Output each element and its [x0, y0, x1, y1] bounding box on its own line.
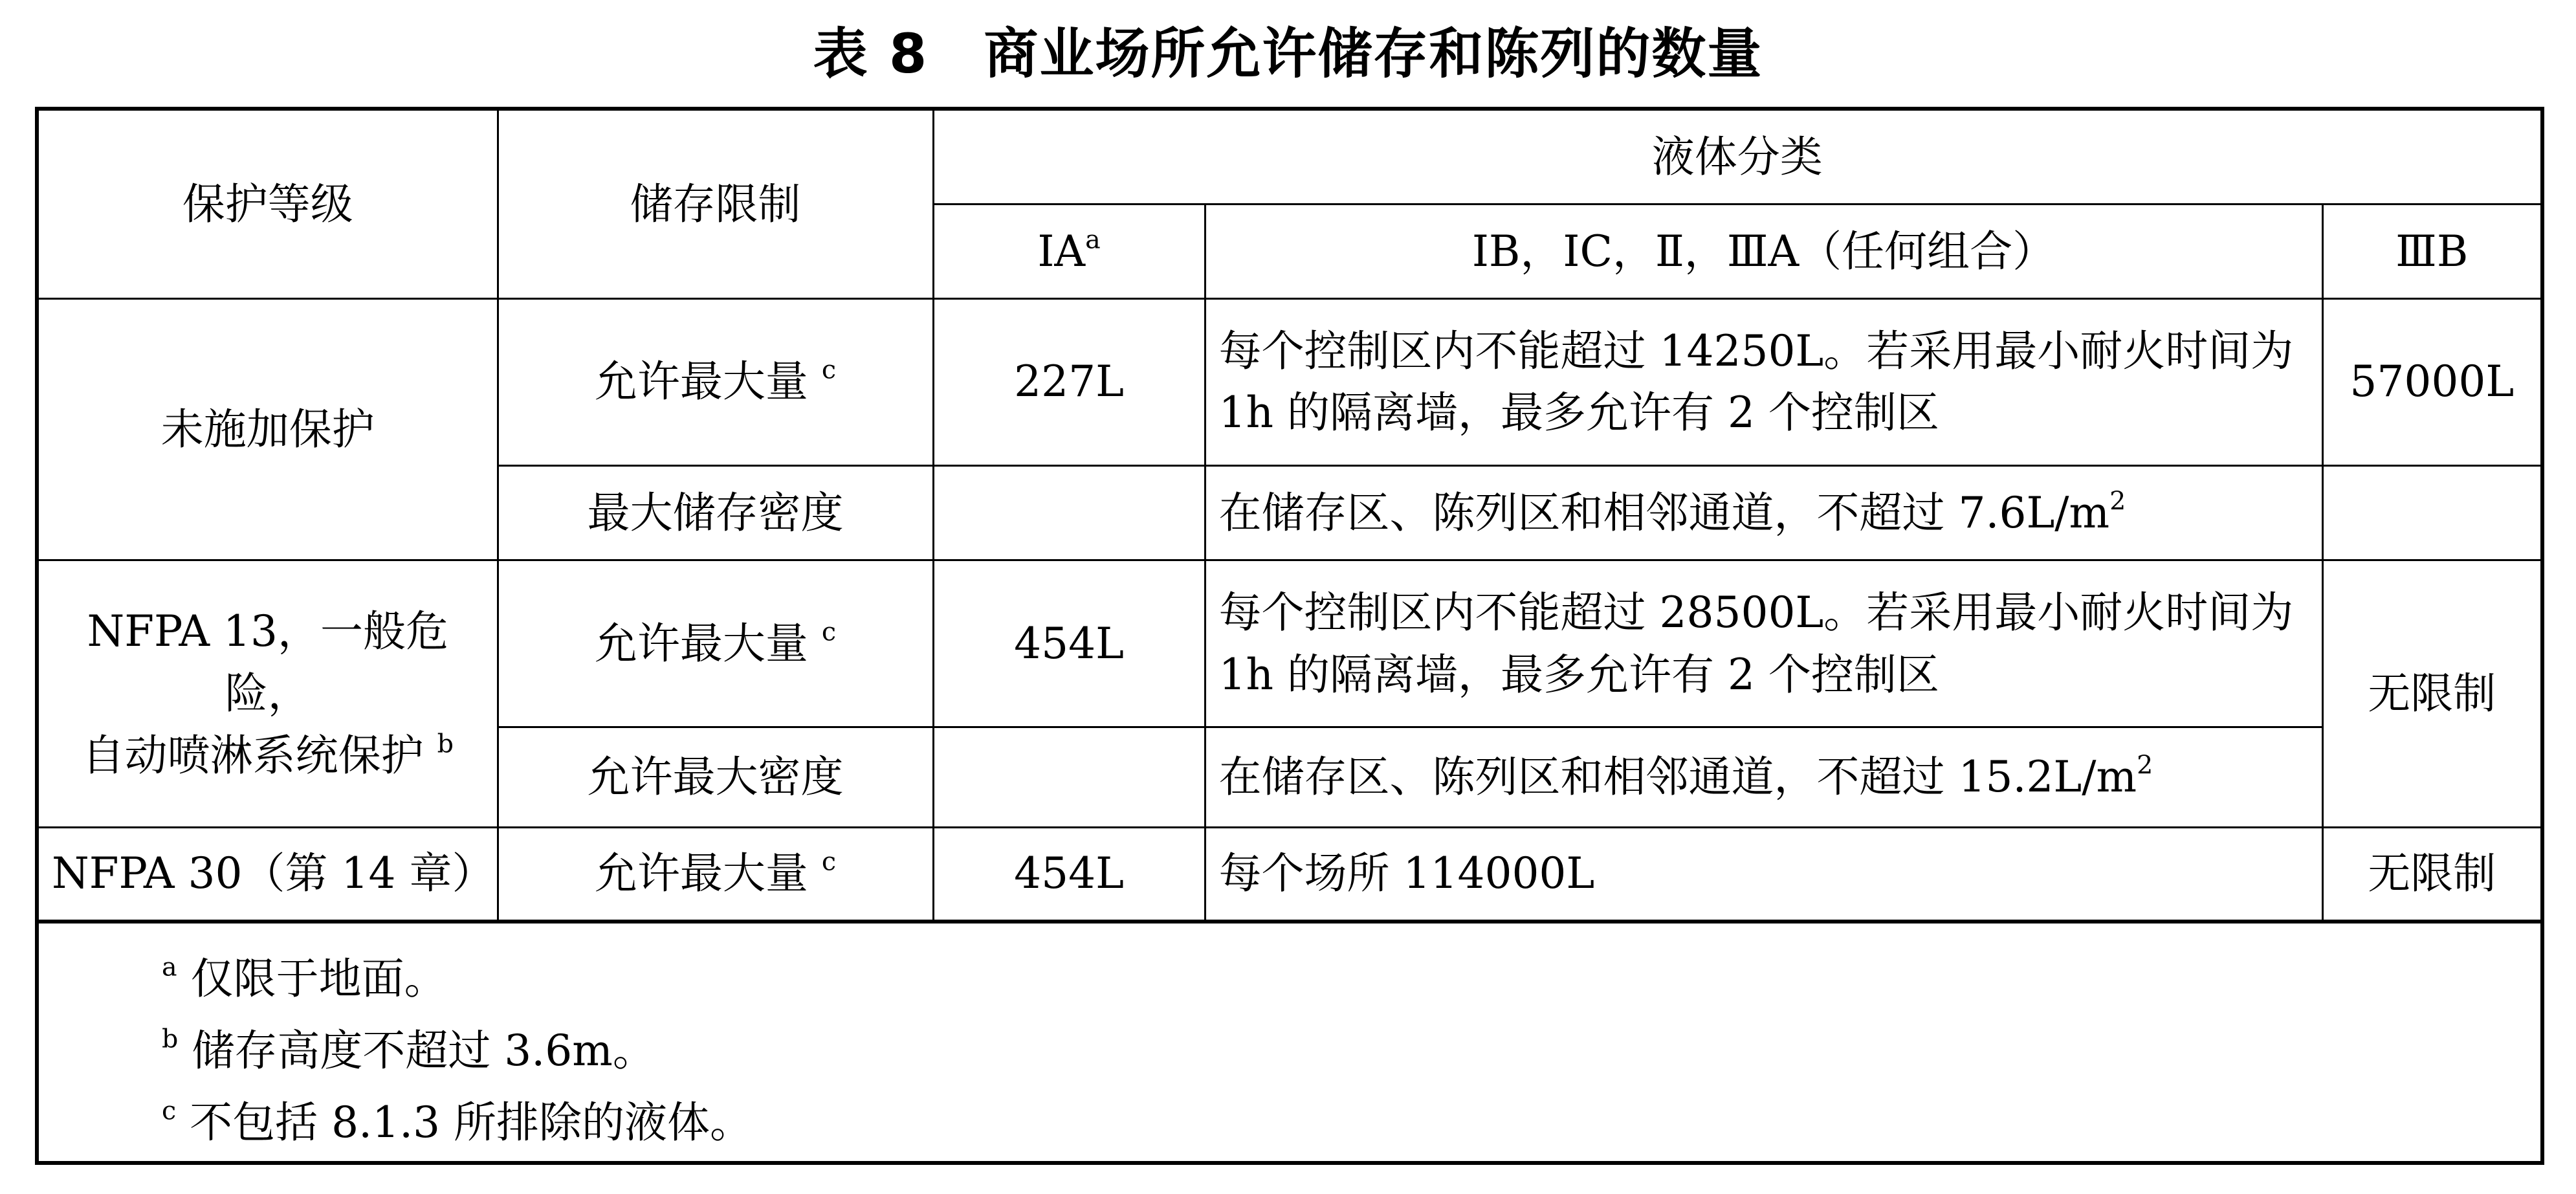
table-frame [35, 107, 2544, 1165]
value-mixed-density: 在储存区、陈列区和相邻通道，不超过 $15.2L/m^2$ [1205, 727, 2322, 827]
table-title: 表 8 商业场所允许储存和陈列的数量 [813, 22, 1763, 85]
footnote-b: $^b$ 储存高度不超过 3.6m。 [162, 1024, 655, 1076]
value-iiib: 57000L [2322, 299, 2540, 465]
footnote-a: $^a$ 仅限于地面。 [162, 952, 447, 1004]
value-iiib: 无限制 [2322, 827, 2540, 922]
value-ia: 454L [933, 560, 1205, 727]
storage-quantity-table [39, 111, 2540, 923]
limit-max-quantity: 允许最大量 $^c$ [498, 299, 933, 465]
footnote-ref: c [821, 355, 837, 385]
footnote-ref: c [821, 846, 837, 877]
header-class-iiib: ⅢB [2322, 205, 2540, 299]
header-class-mixed: ⅠB，ⅠC，Ⅱ，ⅢA（任何组合） [1205, 205, 2322, 299]
header-class-ia: $ⅠA^a$ [933, 205, 1205, 299]
header-liquid-class: 液体分类 [933, 111, 2540, 205]
footnote-ref: b [437, 729, 454, 759]
footnote-ref: a [1085, 225, 1101, 255]
value-ia-empty [933, 465, 1205, 560]
value-ia-empty [933, 727, 1205, 827]
value-mixed-density: 在储存区、陈列区和相邻通道，不超过 $7.6L/m^2$ [1205, 465, 2322, 560]
table-row [39, 560, 2540, 727]
limit-max-density: 最大储存密度 [498, 465, 933, 560]
value-mixed: 每个场所 114000L [1205, 827, 2322, 922]
table-row [39, 827, 2540, 922]
value-mixed: 每个控制区内不能超过 28500L。若采用最小耐火时间为 1h 的隔离墙，最多允许有 2 个控制区 [1205, 560, 2322, 727]
limit-max-density: 允许最大密度 [498, 727, 933, 827]
limit-max-quantity: 允许最大量 $^c$ [498, 560, 933, 727]
value-iiib: 无限制 [2322, 560, 2540, 827]
value-iiib-empty [2322, 465, 2540, 560]
level-unprotected: 未施加保护 [39, 299, 498, 560]
value-mixed: 每个控制区内不能超过 14250L。若采用最小耐火时间为 1h 的隔离墙，最多允许有 2 个控制区 [1205, 299, 2322, 465]
table-row [39, 111, 2540, 205]
value-ia: 227L [933, 299, 1205, 465]
header-storage-limit: 储存限制 [498, 111, 933, 299]
value-ia: 454L [933, 827, 1205, 922]
footnote-ref: c [821, 617, 837, 647]
table-row [39, 299, 2540, 465]
footnote-c: $^c$ 不包括 8.1.3 所排除的液体。 [162, 1096, 753, 1147]
limit-max-quantity: 允许最大量 $^c$ [498, 827, 933, 922]
level-sprinkler: NFPA 13，一般危险， 自动喷淋系统保护 $^b$ [39, 560, 498, 827]
header-protection-level: 保护等级 [39, 111, 498, 299]
level-nfpa30: NFPA 30（第 14 章） [39, 827, 498, 922]
